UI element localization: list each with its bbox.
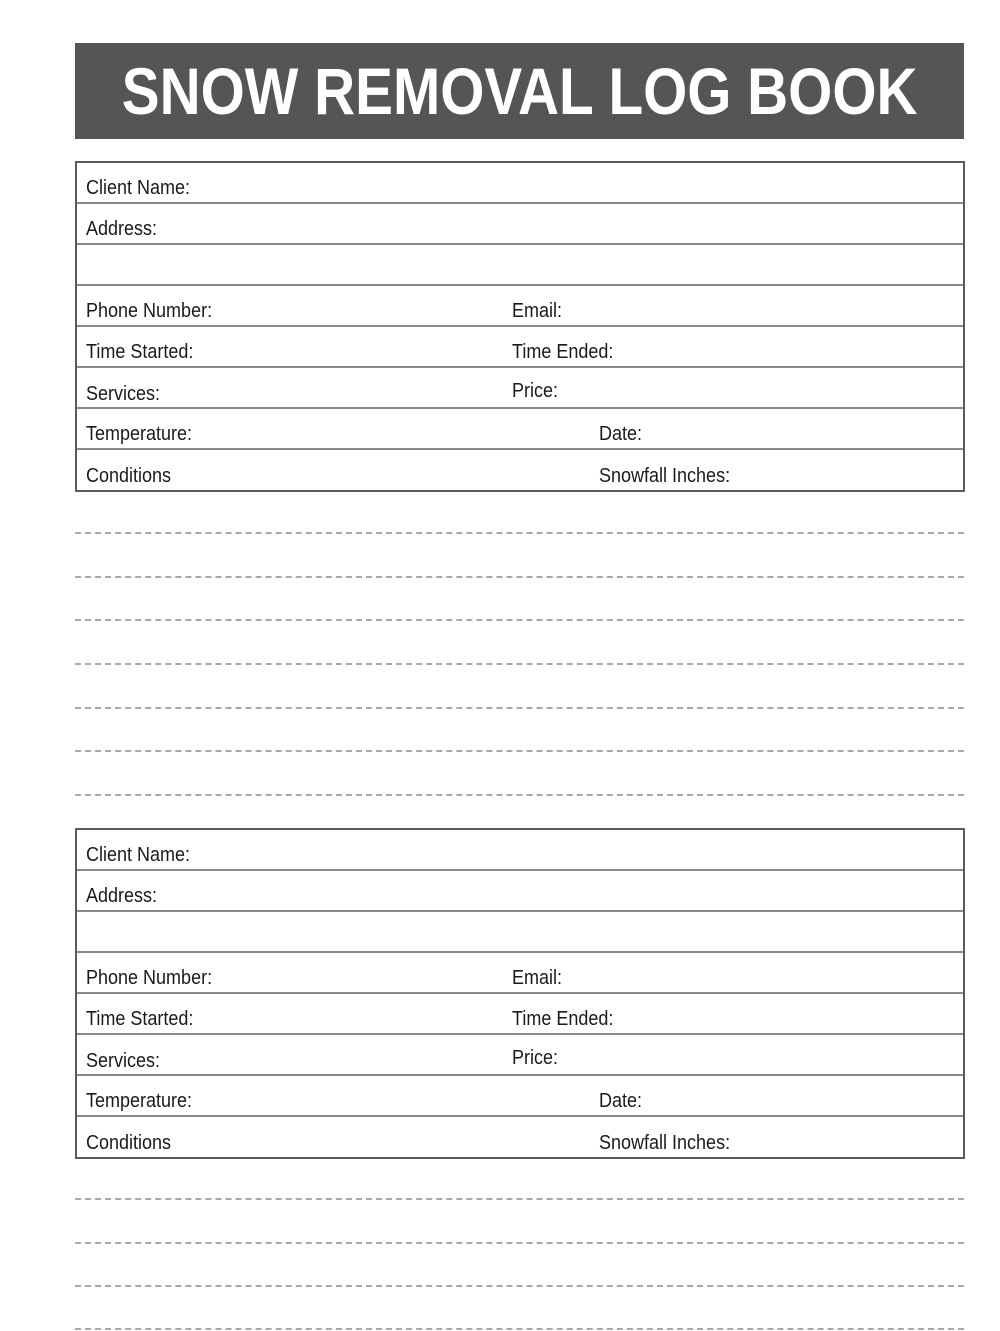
address-line-2-row[interactable] bbox=[77, 245, 963, 286]
snowfall-label: Snowfall Inches: bbox=[599, 465, 731, 487]
conditions-label: Conditions bbox=[86, 1132, 172, 1154]
note-line[interactable] bbox=[75, 1285, 964, 1287]
date-label: Date: bbox=[599, 1090, 643, 1112]
email-label: Email: bbox=[512, 300, 563, 322]
client-name-row[interactable] bbox=[77, 163, 963, 204]
time-row[interactable] bbox=[77, 327, 963, 368]
services-price-row[interactable] bbox=[77, 1035, 963, 1076]
client-name-label: Client Name: bbox=[86, 177, 191, 199]
temperature-date-row[interactable] bbox=[77, 409, 963, 450]
client-name-row[interactable] bbox=[77, 830, 963, 871]
time-row[interactable] bbox=[77, 994, 963, 1035]
address-row[interactable] bbox=[77, 204, 963, 245]
price-label: Price: bbox=[512, 380, 559, 402]
services-price-row[interactable] bbox=[77, 368, 963, 409]
phone-email-row[interactable] bbox=[77, 286, 963, 327]
note-line[interactable] bbox=[75, 794, 964, 796]
page-title: SNOW REMOVAL LOG BOOK bbox=[121, 54, 918, 128]
client-entry-form-2 bbox=[75, 828, 965, 1159]
conditions-label: Conditions bbox=[86, 465, 172, 487]
services-label: Services: bbox=[86, 383, 161, 405]
date-label: Date: bbox=[599, 423, 643, 445]
note-line[interactable] bbox=[75, 1242, 964, 1244]
address-label: Address: bbox=[86, 885, 158, 907]
time-started-label: Time Started: bbox=[86, 341, 194, 363]
time-started-label: Time Started: bbox=[86, 1008, 194, 1030]
services-label: Services: bbox=[86, 1050, 161, 1072]
conditions-snowfall-row[interactable] bbox=[77, 1117, 963, 1157]
price-label: Price: bbox=[512, 1047, 559, 1069]
snowfall-label: Snowfall Inches: bbox=[599, 1132, 731, 1154]
temperature-label: Temperature: bbox=[86, 1090, 193, 1112]
note-line[interactable] bbox=[75, 576, 964, 578]
note-line[interactable] bbox=[75, 1328, 964, 1330]
time-ended-label: Time Ended: bbox=[512, 1008, 614, 1030]
address-row[interactable] bbox=[77, 871, 963, 912]
client-entry-form-1 bbox=[75, 161, 965, 492]
note-line[interactable] bbox=[75, 663, 964, 665]
note-line[interactable] bbox=[75, 707, 964, 709]
note-line[interactable] bbox=[75, 1198, 964, 1200]
phone-label: Phone Number: bbox=[86, 300, 213, 322]
email-label: Email: bbox=[512, 967, 563, 989]
temperature-date-row[interactable] bbox=[77, 1076, 963, 1117]
note-line[interactable] bbox=[75, 750, 964, 752]
client-name-label: Client Name: bbox=[86, 844, 191, 866]
time-ended-label: Time Ended: bbox=[512, 341, 614, 363]
phone-email-row[interactable] bbox=[77, 953, 963, 994]
temperature-label: Temperature: bbox=[86, 423, 193, 445]
note-line[interactable] bbox=[75, 619, 964, 621]
phone-label: Phone Number: bbox=[86, 967, 213, 989]
conditions-snowfall-row[interactable] bbox=[77, 450, 963, 490]
title-banner bbox=[75, 43, 964, 139]
address-label: Address: bbox=[86, 218, 158, 240]
address-line-2-row[interactable] bbox=[77, 912, 963, 953]
note-line[interactable] bbox=[75, 532, 964, 534]
